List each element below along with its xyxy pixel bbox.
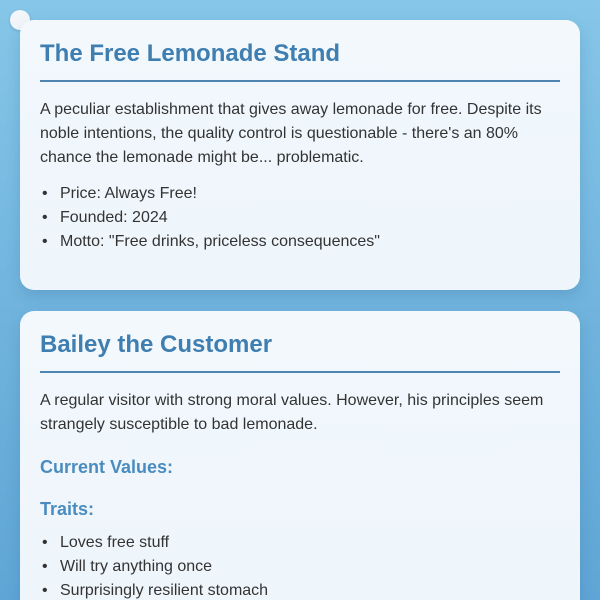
stand-title: The Free Lemonade Stand	[40, 40, 560, 82]
customer-description: A regular visitor with strong moral values. However, his principles seem strangely susceptible to bad lemonade.	[40, 392, 544, 433]
fact-price: • Price: Always Free!	[60, 182, 560, 206]
trait-item: • Surprisingly resilient stomach	[60, 579, 560, 600]
customer-title: Bailey the Customer	[40, 331, 560, 373]
traits-list	[40, 531, 560, 600]
fact-motto: • Motto: "Free drinks, priceless consequences"	[60, 230, 560, 254]
trait-item: • Loves free stuff	[60, 531, 560, 555]
traits-heading: Traits:	[40, 499, 95, 519]
lemonade-stand-card	[20, 20, 580, 290]
stand-facts-list	[40, 182, 560, 254]
customer-card	[20, 311, 580, 600]
current-values-heading: Current Values:	[40, 457, 174, 477]
stand-description: A peculiar establishment that gives away lemonade for free. Despite its noble intentions, the quality control is questionable - there's an 80% chance the lemonade might be... problematic.	[40, 101, 542, 166]
fact-founded: • Founded: 2024	[60, 206, 560, 230]
trait-item: • Will try anything once	[60, 555, 560, 579]
